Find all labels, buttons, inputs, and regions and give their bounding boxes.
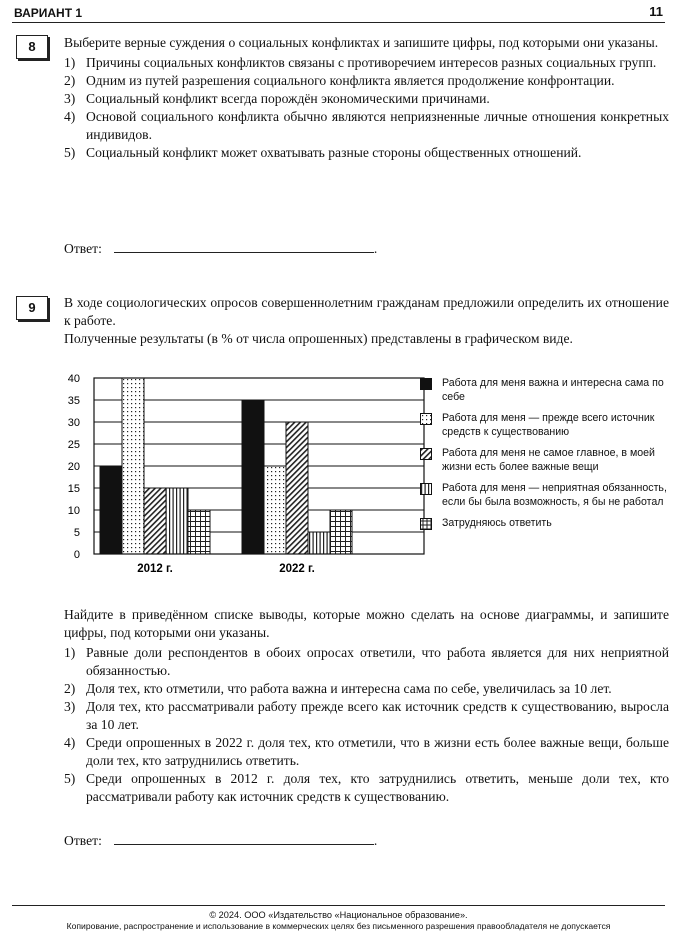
y-tick-label: 35 bbox=[67, 395, 80, 407]
y-tick-label: 30 bbox=[67, 417, 80, 429]
y-tick-label: 20 bbox=[67, 461, 80, 473]
bar-diag-2022 bbox=[286, 422, 308, 554]
question-8 bbox=[64, 34, 669, 162]
bar-solid-2022 bbox=[242, 400, 264, 554]
option: 1) Равные доли респондентов в обоих опросах ответили, что работа является для них неприятной обязанностью. bbox=[64, 645, 669, 678]
bar-vert-2022 bbox=[308, 532, 330, 554]
legend-swatch-vertical bbox=[420, 483, 432, 495]
y-tick-label: 5 bbox=[73, 527, 80, 539]
option: 5) Социальный конфликт может охватывать разные стороны общественных отношений. bbox=[64, 145, 582, 160]
chart-y-axis bbox=[68, 373, 80, 561]
question-8-prompt: Выберите верные суждения о социальных конфликтах и запишите цифры, под которыми они указаны. bbox=[64, 35, 659, 50]
answer-8: Ответ: . bbox=[64, 241, 378, 256]
y-tick-label: 0 bbox=[73, 549, 80, 561]
x-tick-label: 2022 г. bbox=[279, 563, 315, 575]
question-number-8: 8 bbox=[16, 35, 48, 59]
footer-copyright: © 2024. ООО «Издательство «Национальное образование». bbox=[209, 910, 468, 920]
bar-grid-2022 bbox=[330, 510, 352, 554]
page-number: 11 bbox=[649, 4, 663, 19]
answer-label: Ответ: bbox=[64, 833, 102, 848]
legend-item: Затрудняюсь ответить bbox=[420, 516, 675, 530]
legend-swatch-solid bbox=[420, 378, 432, 390]
y-tick-label: 15 bbox=[67, 483, 80, 495]
question-9-options bbox=[64, 644, 669, 806]
answer-9-field[interactable] bbox=[114, 832, 374, 845]
question-9-task-text: Найдите в приведённом списке выводы, которые можно сделать на основе диаграммы, и запишите цифры, под которыми они указаны. bbox=[64, 607, 669, 640]
question-9-task bbox=[64, 606, 669, 806]
legend-item: Работа для меня — прежде всего источник средств к существованию bbox=[420, 411, 675, 439]
option: 4) Среди опрошенных в 2022 г. доля тех, кто отметили, что в жизни есть более важные вещи, больше доли тех, кто затруднились ответить. bbox=[64, 735, 669, 768]
x-tick-label: 2012 г. bbox=[137, 563, 173, 575]
bar-diag-2012 bbox=[144, 488, 166, 554]
bar-grid-2012 bbox=[188, 510, 210, 554]
answer-8-field[interactable] bbox=[114, 240, 374, 253]
question-9-prompt: В ходе социологических опросов совершеннолетним гражданам предложили определить их отношение к работе. bbox=[64, 295, 669, 328]
page-header bbox=[12, 2, 665, 23]
legend-item: Работа для меня — неприятная обязанность, если бы была возможность, я бы не работал bbox=[420, 481, 675, 509]
chart-legend bbox=[420, 376, 675, 537]
bar-chart bbox=[50, 366, 450, 576]
question-9-prompt-2: Полученные результаты (в % от числа опрошенных) представлены в графическом виде. bbox=[64, 331, 573, 346]
legend-item: Работа для меня важна и интересна сама по себе bbox=[420, 376, 675, 404]
legend-swatch-grid bbox=[420, 518, 432, 530]
variant-label: ВАРИАНТ 1 bbox=[14, 6, 83, 20]
legend-swatch-diagonal bbox=[420, 448, 432, 460]
bar-solid-2012 bbox=[100, 466, 122, 554]
bar-vert-2012 bbox=[166, 488, 188, 554]
question-9-intro bbox=[64, 294, 669, 348]
option: 3) Доля тех, кто рассматривали работу прежде всего как источник средств к существованию, выросла за 10 лет. bbox=[64, 699, 669, 732]
page-footer bbox=[12, 905, 665, 932]
option: 3) Социальный конфликт всегда порождён экономическими причинами. bbox=[64, 91, 490, 106]
answer-9: Ответ: . bbox=[64, 833, 378, 848]
bar-dots-2012 bbox=[122, 378, 144, 554]
y-tick-label: 10 bbox=[67, 505, 80, 517]
bar-dots-2022 bbox=[264, 466, 286, 554]
option: 2) Одним из путей разрешения социального конфликта является продолжение конфронтации. bbox=[64, 73, 615, 88]
option: 1) Причины социальных конфликтов связаны с противоречием интересов разных социальных групп. bbox=[64, 55, 657, 70]
option: 4) Основой социального конфликта обычно являются неприязненные личные отношения конкретных индивидов. bbox=[64, 109, 669, 142]
y-tick-label: 40 bbox=[67, 373, 80, 385]
question-8-options bbox=[64, 54, 669, 162]
legend-swatch-dots bbox=[420, 413, 432, 425]
question-number-9: 9 bbox=[16, 296, 48, 320]
legend-item: Работа для меня не самое главное, в моей жизни есть более важные вещи bbox=[420, 446, 675, 474]
footer-notice: Копирование, распространение и использование в коммерческих целях без письменного разрешения правообладателя не допускается bbox=[66, 921, 611, 931]
chart-x-axis bbox=[137, 563, 315, 575]
y-tick-label: 25 bbox=[67, 439, 80, 451]
option: 5) Среди опрошенных в 2012 г. доля тех, кто затруднились ответить, меньше доли тех, кто рассматривали работу как источник средств к существованию. bbox=[64, 771, 669, 804]
option: 2) Доля тех, кто отметили, что работа важна и интересна сама по себе, увеличилась за 10 лет. bbox=[64, 681, 612, 696]
answer-label: Ответ: bbox=[64, 241, 102, 256]
